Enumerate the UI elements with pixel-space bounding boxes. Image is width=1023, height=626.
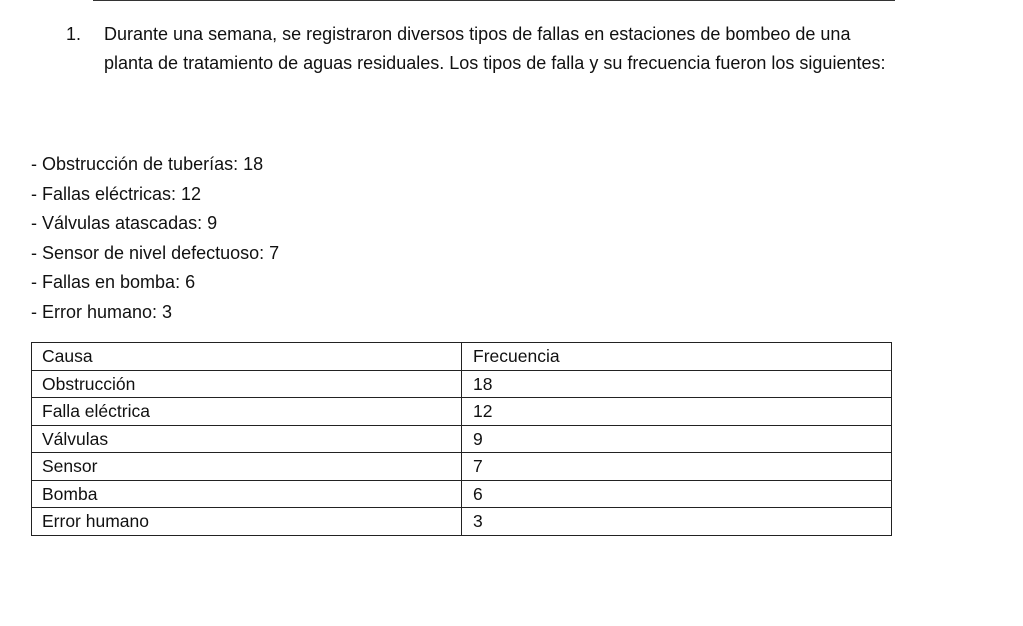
cell-frequency: 9 [462,425,892,453]
list-item: - Válvulas atascadas: 9 [31,213,218,233]
cell-frequency: 6 [462,480,892,508]
list-item: - Sensor de nivel defectuoso: 7 [31,242,280,263]
frequency-table [31,342,892,536]
column-header-frecuencia: Frecuencia [462,343,892,371]
table-row [32,370,892,398]
cell-cause: Bomba [32,480,462,508]
table-row [32,480,892,508]
cell-cause: Falla eléctrica [32,398,462,426]
list-item: - Obstrucción de tuberías: 18 [31,154,264,174]
failure-list [31,150,279,327]
cell-frequency: 3 [462,508,892,536]
cell-frequency: 12 [462,398,892,426]
question-block [66,20,896,78]
table-row [32,425,892,453]
list-item: - Fallas en bomba: 6 [31,272,196,292]
cell-cause: Error humano [32,508,462,536]
top-rule [93,0,895,1]
table-row [32,508,892,536]
list-item: - Fallas eléctricas: 12 [31,183,202,204]
cell-frequency: 18 [462,370,892,398]
table-row [32,453,892,481]
list-item: - Error humano: 3 [31,301,173,322]
column-header-causa: Causa [32,343,462,371]
cell-cause: Válvulas [32,425,462,453]
cell-frequency: 7 [462,453,892,481]
table-row [32,398,892,426]
question-text: Durante una semana, se registraron diversos tipos de fallas en estaciones de bombeo de una planta de tratamiento de aguas residuales. Los tipos de falla y su frecuencia fueron los siguientes: [104,24,886,73]
question-number: 1. [66,24,82,44]
cell-cause: Sensor [32,453,462,481]
table-header-row [32,343,892,371]
cell-cause: Obstrucción [32,370,462,398]
